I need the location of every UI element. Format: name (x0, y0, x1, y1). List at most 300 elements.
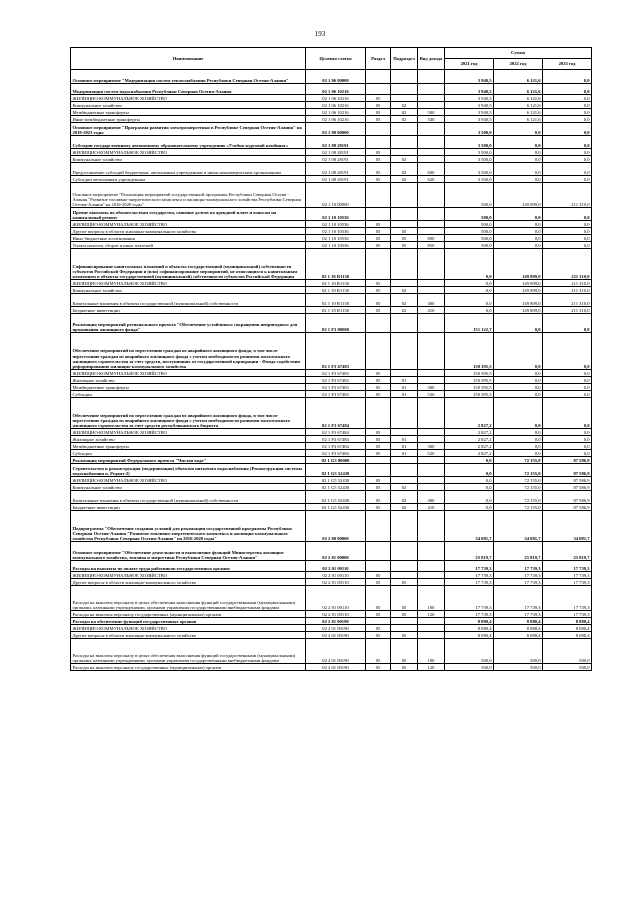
cell-target-code: 02 2 01 00190 (306, 632, 366, 639)
cell-income-type: 520 (418, 391, 445, 398)
cell-sum-2023: 87 586,9 (543, 484, 592, 491)
cell-target-code: 02 1 G5 52430 (306, 491, 366, 504)
header-year-2023: 2023 год (543, 59, 592, 70)
cell-income-type (418, 84, 445, 95)
cell-sum-2022: 8 080,4 (494, 625, 543, 632)
cell-section (366, 249, 391, 280)
cell-target-code: 02 1 G5 52430 (306, 464, 366, 477)
cell-sum-2021: 500,0 (445, 664, 494, 671)
table-row (71, 429, 592, 436)
table-row (71, 228, 592, 235)
cell-name: Прочие выплаты по обязательствам государства, гашение долгов по арендной плате и взносам на капитальный ремонт (71, 208, 306, 221)
cell-target-code: 02 1 10 R1130 (306, 294, 366, 307)
cell-sum-2023: 0,0 (543, 102, 592, 109)
table-row (71, 287, 592, 294)
cell-section: 05 (366, 149, 391, 156)
cell-sum-2021: 151 122,7 (445, 314, 494, 333)
cell-name: Капитальные вложения в объекты государственной (муниципальной) собственности (71, 294, 306, 307)
cell-subsection: 05 (391, 228, 418, 235)
cell-name: Капитальные вложения в объекты государственной (муниципальной) собственности (71, 491, 306, 504)
cell-target-code: 02 2 01 00110 (306, 579, 366, 586)
cell-section: 05 (366, 235, 391, 242)
cell-target-code: 02 1 10 10536 (306, 228, 366, 235)
cell-subsection (391, 221, 418, 228)
cell-sum-2022: 8 080,4 (494, 632, 543, 639)
cell-sum-2021: 3 940,5 (445, 70, 494, 84)
cell-name: ЖИЛИЩНО-КОММУНАЛЬНОЕ ХОЗЯЙСТВО (71, 625, 306, 632)
cell-sum-2023: 8 080,4 (543, 632, 592, 639)
header-income-type: Вид дохода (418, 48, 445, 70)
cell-sum-2021: 150 395,5 (445, 370, 494, 377)
cell-sum-2021: 25 819,7 (445, 542, 494, 561)
table-row (71, 639, 592, 664)
cell-sum-2021: 3 940,5 (445, 95, 494, 102)
cell-name: Иные бюджетные ассигнования (71, 235, 306, 242)
cell-target-code: 02 1 08 00000 (306, 123, 366, 136)
table-row (71, 561, 592, 572)
cell-section: 05 (366, 443, 391, 450)
cell-sum-2022: 34 081,7 (494, 511, 543, 542)
cell-name: Реализация мероприятий Федерального проекта "Чистая вода" (71, 457, 306, 464)
cell-sum-2023: 0,0 (543, 84, 592, 95)
cell-target-code: 02 1 F3 67484 (306, 429, 366, 436)
cell-sum-2023: 0,0 (543, 163, 592, 176)
cell-section (366, 84, 391, 95)
cell-name: Иные межбюджетные трансферты (71, 116, 306, 123)
cell-income-type (418, 436, 445, 443)
cell-sum-2021: 2 827,2 (445, 443, 494, 450)
cell-section (366, 70, 391, 84)
cell-sum-2021: 3 940,5 (445, 116, 494, 123)
cell-name: Межбюджетные трансферты (71, 109, 306, 116)
cell-sum-2022: 0,0 (494, 436, 543, 443)
cell-sum-2022: 8 080,4 (494, 618, 543, 625)
table-row (71, 632, 592, 639)
table-row (71, 136, 592, 149)
cell-section: 05 (366, 484, 391, 491)
cell-sum-2023: 87 586,9 (543, 464, 592, 477)
cell-section (366, 464, 391, 477)
cell-name: Субсидии государственному автономному образовательному учреждению «Учебно-курсовой комбинат» (71, 136, 306, 149)
cell-name: Субсидии (71, 450, 306, 457)
cell-sum-2022: 0,0 (494, 443, 543, 450)
cell-income-type: 400 (418, 294, 445, 307)
cell-income-type (418, 314, 445, 333)
cell-sum-2022: 25 819,7 (494, 542, 543, 561)
cell-income-type (418, 511, 445, 542)
cell-income-type (418, 280, 445, 287)
cell-name: Жилищное хозяйство (71, 436, 306, 443)
cell-sum-2023: 0,0 (543, 149, 592, 156)
cell-sum-2022: 0,0 (494, 136, 543, 149)
cell-sum-2023: 0,0 (543, 208, 592, 221)
cell-section: 05 (366, 391, 391, 398)
cell-sum-2023: 0,0 (543, 391, 592, 398)
cell-sum-2023: 0,0 (543, 235, 592, 242)
cell-subsection: 01 (391, 443, 418, 450)
table-row (71, 116, 592, 123)
cell-sum-2023: 0,0 (543, 109, 592, 116)
cell-target-code: 02 1 06 10216 (306, 116, 366, 123)
cell-target-code: 02 2 01 00190 (306, 625, 366, 632)
cell-name: Субсидии (71, 391, 306, 398)
cell-sum-2021: 8 080,4 (445, 618, 494, 625)
table-row (71, 333, 592, 370)
cell-subsection (391, 511, 418, 542)
cell-sum-2023: 17 739,3 (543, 561, 592, 572)
cell-sum-2021: 500,0 (445, 228, 494, 235)
cell-income-type (418, 457, 445, 464)
cell-subsection: 05 (391, 235, 418, 242)
cell-income-type (418, 561, 445, 572)
cell-subsection: 02 (391, 287, 418, 294)
cell-income-type (418, 123, 445, 136)
cell-income-type (418, 477, 445, 484)
cell-section: 05 (366, 632, 391, 639)
cell-sum-2023: 0,0 (543, 377, 592, 384)
cell-name: Расходы на выплаты персоналу в целях обеспечения выполнения функций государственными (муниципальными) органами, казенными учреждениями, органами управления государственными внебюджетными фондами (71, 639, 306, 664)
table-row (71, 149, 592, 156)
cell-income-type (418, 249, 445, 280)
cell-name: Коммунальное хозяйство (71, 102, 306, 109)
cell-target-code: 02 1 08 28191 (306, 136, 366, 149)
cell-target-code: 02 1 10 10536 (306, 208, 366, 221)
cell-sum-2023: 0,0 (543, 228, 592, 235)
cell-sum-2023: 500,0 (543, 639, 592, 664)
table-row (71, 542, 592, 561)
cell-sum-2021: 500,0 (445, 208, 494, 221)
cell-name: Коммунальное хозяйство (71, 156, 306, 163)
cell-target-code: 02 1 G5 52430 (306, 484, 366, 491)
cell-subsection (391, 183, 418, 208)
cell-sum-2021: 0,0 (445, 294, 494, 307)
cell-income-type: 800 (418, 235, 445, 242)
cell-sum-2023: 0,0 (543, 333, 592, 370)
cell-target-code: 02 2 01 00110 (306, 572, 366, 579)
cell-section: 05 (366, 228, 391, 235)
cell-name: ЖИЛИЩНО-КОММУНАЛЬНОЕ ХОЗЯЙСТВО (71, 221, 306, 228)
cell-sum-2021: 3 500,0 (445, 149, 494, 156)
cell-section: 05 (366, 163, 391, 176)
cell-subsection (391, 429, 418, 436)
cell-section: 05 (366, 611, 391, 618)
cell-target-code: 02 1 F3 67484 (306, 443, 366, 450)
cell-subsection (391, 280, 418, 287)
cell-sum-2022: 0,0 (494, 450, 543, 457)
cell-target-code: 02 2 01 00190 (306, 618, 366, 625)
cell-sum-2021: 0,0 (445, 287, 494, 294)
cell-subsection: 02 (391, 163, 418, 176)
cell-income-type: 410 (418, 307, 445, 314)
cell-income-type (418, 149, 445, 156)
table-row (71, 618, 592, 625)
cell-target-code: 02 1 G5 52430 (306, 504, 366, 511)
cell-sum-2021: 0,0 (445, 491, 494, 504)
cell-section: 05 (366, 504, 391, 511)
cell-section: 05 (366, 221, 391, 228)
table-row (71, 70, 592, 84)
cell-sum-2021: 500,0 (445, 639, 494, 664)
cell-income-type: 100 (418, 639, 445, 664)
cell-sum-2023: 17 739,3 (543, 611, 592, 618)
cell-income-type: 120 (418, 611, 445, 618)
cell-sum-2023: 34 081,7 (543, 511, 592, 542)
table-row (71, 242, 592, 249)
cell-sum-2023: 87 586,9 (543, 491, 592, 504)
header-year-2021: 2021 год (445, 59, 494, 70)
cell-sum-2023: 87 586,9 (543, 477, 592, 484)
cell-sum-2023: 0,0 (543, 370, 592, 377)
cell-subsection (391, 370, 418, 377)
cell-name: Подпрограмма "Обеспечение создания условий для реализации государственной программы Республики Северная Осетия-Алания "Развитие топливно-энергетического комплекса и жилищно-коммунального хозяйства Республики Северная Осетия-Алания" на 2016-2020 годы" (71, 511, 306, 542)
table-row (71, 183, 592, 208)
cell-section: 05 (366, 242, 391, 249)
cell-sum-2022: 0,0 (494, 370, 543, 377)
cell-sum-2022: 0,0 (494, 391, 543, 398)
cell-sum-2021: 0,0 (445, 477, 494, 484)
cell-income-type (418, 333, 445, 370)
table-row (71, 95, 592, 102)
cell-name: ЖИЛИЩНО-КОММУНАЛЬНОЕ ХОЗЯЙСТВО (71, 477, 306, 484)
cell-sum-2022: 149 809,0 (494, 287, 543, 294)
cell-sum-2021: 150 395,5 (445, 384, 494, 391)
cell-target-code: 02 1 10 R1130 (306, 280, 366, 287)
cell-target-code: 02 1 08 28191 (306, 156, 366, 163)
table-row (71, 163, 592, 176)
cell-income-type (418, 625, 445, 632)
cell-sum-2021: 2 827,2 (445, 436, 494, 443)
table-row (71, 579, 592, 586)
cell-sum-2021: 17 739,3 (445, 572, 494, 579)
cell-sum-2022: 6 121,6 (494, 102, 543, 109)
cell-sum-2021: 0,0 (445, 484, 494, 491)
table-row (71, 484, 592, 491)
cell-target-code: 02 1 08 28191 (306, 149, 366, 156)
cell-income-type (418, 208, 445, 221)
cell-income-type: 400 (418, 491, 445, 504)
cell-name: Основное мероприятие "Модернизация систем теплоснабжения Республики Северная Осетия-Алания" (71, 70, 306, 84)
cell-income-type (418, 398, 445, 429)
cell-target-code: 02 1 10 00000 (306, 183, 366, 208)
cell-target-code: 02 2 01 00190 (306, 664, 366, 671)
cell-name: ЖИЛИЩНО-КОММУНАЛЬНОЕ ХОЗЯЙСТВО (71, 280, 306, 287)
cell-subsection (391, 208, 418, 221)
table-body (71, 70, 592, 671)
cell-subsection (391, 123, 418, 136)
cell-sum-2021: 3 500,0 (445, 156, 494, 163)
cell-name: Другие вопросы в области жилищно-коммунального хозяйства (71, 228, 306, 235)
cell-income-type: 850 (418, 242, 445, 249)
cell-subsection (391, 464, 418, 477)
cell-target-code: 02 2 00 00000 (306, 511, 366, 542)
cell-subsection (391, 398, 418, 429)
cell-income-type: 600 (418, 163, 445, 176)
cell-sum-2022: 149 809,0 (494, 183, 543, 208)
table-row (71, 370, 592, 377)
cell-sum-2023: 0,0 (543, 176, 592, 183)
cell-sum-2023: 0,0 (543, 436, 592, 443)
cell-name: Расходы на выплаты по оплате труда работников государственных органов (71, 561, 306, 572)
cell-sum-2021: 3 500,0 (445, 123, 494, 136)
table-row (71, 504, 592, 511)
cell-sum-2023: 17 739,3 (543, 586, 592, 611)
cell-subsection: 01 (391, 436, 418, 443)
cell-sum-2021: 0,0 (445, 307, 494, 314)
cell-subsection: 05 (391, 664, 418, 671)
table-row (71, 109, 592, 116)
cell-subsection: 02 (391, 116, 418, 123)
cell-sum-2023: 25 819,7 (543, 542, 592, 561)
cell-section: 05 (366, 280, 391, 287)
cell-sum-2021: 0,0 (445, 280, 494, 287)
cell-sum-2023: 87 586,9 (543, 457, 592, 464)
cell-sum-2023: 211 310,0 (543, 249, 592, 280)
cell-name: Другие вопросы в области жилищно-коммунального хозяйства (71, 632, 306, 639)
cell-name: ЖИЛИЩНО-КОММУНАЛЬНОЕ ХОЗЯЙСТВО (71, 572, 306, 579)
cell-sum-2023: 0,0 (543, 242, 592, 249)
cell-sum-2022: 0,0 (494, 429, 543, 436)
cell-target-code: 02 1 10 R1130 (306, 307, 366, 314)
cell-sum-2022: 500,0 (494, 664, 543, 671)
cell-sum-2022: 17 739,3 (494, 579, 543, 586)
cell-sum-2021: 3 940,5 (445, 102, 494, 109)
cell-subsection: 02 (391, 504, 418, 511)
cell-income-type: 120 (418, 664, 445, 671)
table-row (71, 464, 592, 477)
cell-income-type (418, 572, 445, 579)
table-row (71, 123, 592, 136)
cell-sum-2022: 0,0 (494, 235, 543, 242)
cell-section: 05 (366, 102, 391, 109)
cell-section (366, 457, 391, 464)
cell-sum-2022: 72 155,0 (494, 504, 543, 511)
cell-name: Уплата налогов, сборов и иных платежей (71, 242, 306, 249)
cell-sum-2022: 0,0 (494, 221, 543, 228)
cell-target-code: 02 1 G5 00000 (306, 457, 366, 464)
table-row (71, 457, 592, 464)
cell-name: Бюджетные инвестиции (71, 504, 306, 511)
cell-sum-2021: 150 395,5 (445, 333, 494, 370)
cell-sum-2021: 0,0 (445, 464, 494, 477)
cell-sum-2023: 211 310,0 (543, 307, 592, 314)
table-row (71, 221, 592, 228)
cell-sum-2021: 0,0 (445, 249, 494, 280)
cell-sum-2021: 17 739,3 (445, 611, 494, 618)
cell-sum-2021: 2 827,2 (445, 450, 494, 457)
table-row (71, 249, 592, 280)
cell-income-type (418, 632, 445, 639)
cell-target-code: 02 1 F3 67483 (306, 333, 366, 370)
table-row (71, 307, 592, 314)
cell-sum-2021: 500,0 (445, 235, 494, 242)
cell-sum-2021: 34 081,7 (445, 511, 494, 542)
cell-section: 05 (366, 287, 391, 294)
cell-sum-2021: 3 500,0 (445, 163, 494, 176)
cell-sum-2022: 0,0 (494, 377, 543, 384)
cell-sum-2021: 3 940,5 (445, 109, 494, 116)
cell-sum-2023: 211 310,0 (543, 280, 592, 287)
cell-sum-2022: 6 121,6 (494, 70, 543, 84)
cell-subsection: 02 (391, 102, 418, 109)
cell-name: Другие вопросы в области жилищно-коммунального хозяйства (71, 579, 306, 586)
cell-target-code: 02 1 10 10536 (306, 242, 366, 249)
header-name: Наименование (71, 48, 306, 70)
cell-sum-2022: 0,0 (494, 149, 543, 156)
cell-income-type (418, 95, 445, 102)
cell-section: 05 (366, 586, 391, 611)
cell-section: 05 (366, 625, 391, 632)
cell-target-code: 02 1 10 R1130 (306, 249, 366, 280)
cell-income-type: 620 (418, 176, 445, 183)
cell-sum-2022: 17 739,3 (494, 611, 543, 618)
cell-target-code: 02 2 01 00190 (306, 639, 366, 664)
cell-sum-2022: 500,0 (494, 639, 543, 664)
cell-sum-2023: 0,0 (543, 123, 592, 136)
cell-section (366, 398, 391, 429)
cell-sum-2022: 17 739,3 (494, 586, 543, 611)
cell-sum-2022: 0,0 (494, 176, 543, 183)
cell-sum-2022: 6 121,6 (494, 109, 543, 116)
cell-target-code: 02 2 01 00110 (306, 611, 366, 618)
cell-subsection (391, 457, 418, 464)
budget-table (70, 47, 592, 671)
cell-name: ЖИЛИЩНО-КОММУНАЛЬНОЕ ХОЗЯЙСТВО (71, 149, 306, 156)
cell-subsection (391, 95, 418, 102)
cell-target-code: 02 1 F3 67484 (306, 450, 366, 457)
table-row (71, 377, 592, 384)
cell-section (366, 183, 391, 208)
cell-sum-2022: 149 809,0 (494, 307, 543, 314)
cell-section (366, 618, 391, 625)
cell-name: ЖИЛИЩНО-КОММУНАЛЬНОЕ ХОЗЯЙСТВО (71, 429, 306, 436)
cell-section (366, 136, 391, 149)
cell-section: 05 (366, 491, 391, 504)
cell-section: 05 (366, 436, 391, 443)
cell-sum-2022: 0,0 (494, 123, 543, 136)
cell-subsection: 02 (391, 491, 418, 504)
cell-subsection (391, 618, 418, 625)
cell-subsection (391, 136, 418, 149)
cell-income-type: 500 (418, 443, 445, 450)
cell-target-code: 02 1 G5 52430 (306, 477, 366, 484)
page-number: 193 (314, 30, 326, 38)
cell-income-type (418, 228, 445, 235)
header-sum: Сумма (445, 48, 592, 59)
cell-section: 05 (366, 664, 391, 671)
cell-subsection (391, 572, 418, 579)
cell-target-code: 02 1 F3 67483 (306, 391, 366, 398)
cell-sum-2023: 8 080,4 (543, 625, 592, 632)
cell-income-type: 500 (418, 109, 445, 116)
cell-section: 05 (366, 109, 391, 116)
cell-target-code: 02 1 06 10216 (306, 109, 366, 116)
cell-section: 05 (366, 579, 391, 586)
cell-subsection (391, 84, 418, 95)
cell-income-type: 540 (418, 116, 445, 123)
cell-target-code: 02 1 F3 67483 (306, 377, 366, 384)
cell-sum-2023: 0,0 (543, 443, 592, 450)
cell-income-type: 100 (418, 586, 445, 611)
cell-section: 05 (366, 156, 391, 163)
cell-subsection: 01 (391, 450, 418, 457)
table-row (71, 384, 592, 391)
cell-sum-2023: 0,0 (543, 221, 592, 228)
cell-income-type (418, 156, 445, 163)
cell-sum-2023: 87 586,9 (543, 504, 592, 511)
cell-section: 05 (366, 639, 391, 664)
table-row (71, 176, 592, 183)
cell-sum-2021: 8 080,4 (445, 632, 494, 639)
